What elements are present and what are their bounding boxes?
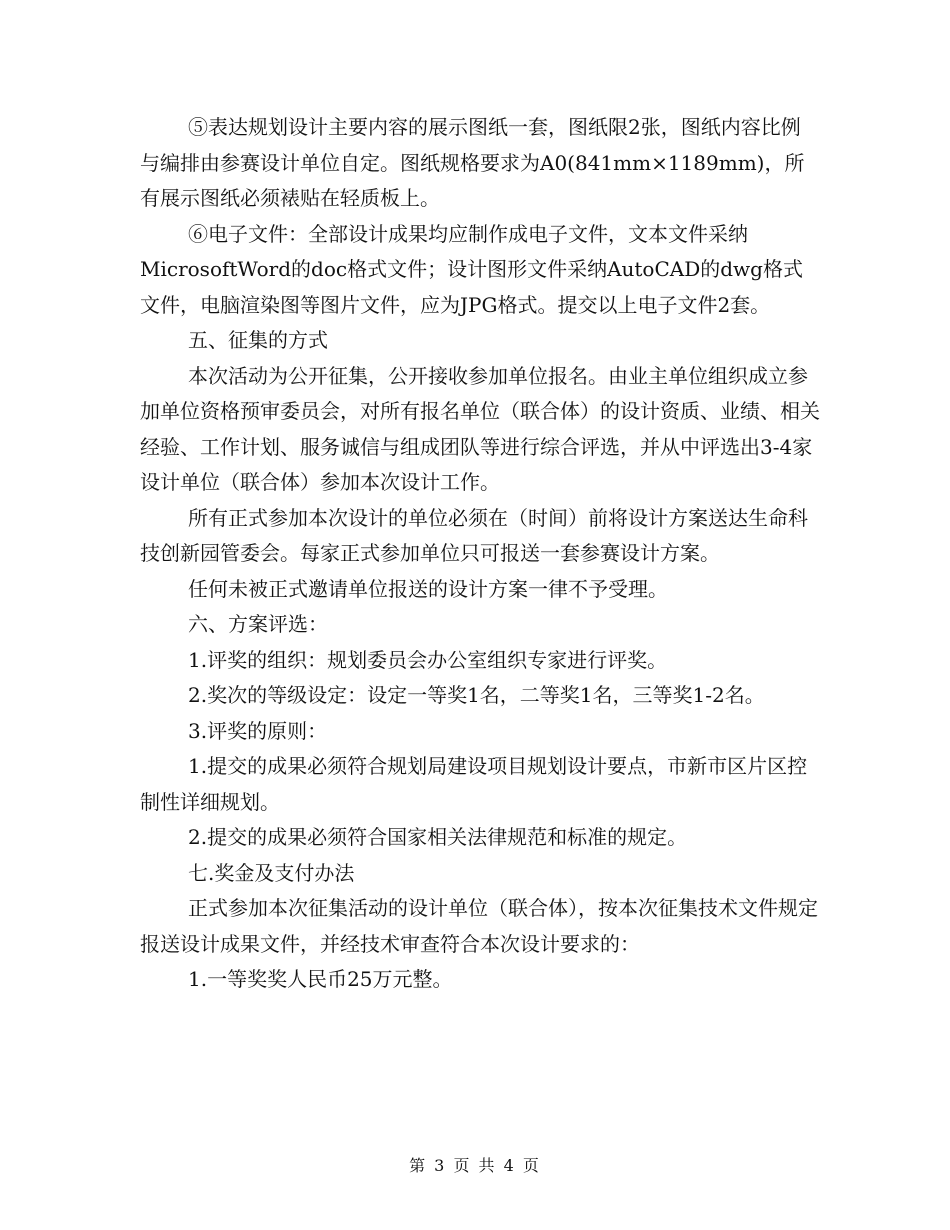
list-item-award-levels: 2.奖次的等级设定：设定一等奖1名，二等奖1名，三等奖1-2名。 xyxy=(188,683,765,707)
paragraph-prize-eligibility: 正式参加本次征集活动的设计单位（联合体），按本次征集技术文件规定报送设计成果文件，并经技术审查符合本次设计要求的： xyxy=(140,896,818,956)
paragraph-submission-deadline: 所有正式参加本次设计的单位必须在（时间）前将设计方案送达生命科技创新园管委会。每家正式参加单位只可报送一套参赛设计方案。 xyxy=(140,505,808,565)
list-item-award-organization: 1.评奖的组织：规划委员会办公室组织专家进行评奖。 xyxy=(188,647,668,672)
list-item-first-prize: 1.一等奖奖人民币25万元整。 xyxy=(188,967,453,991)
list-item-award-principles: 3.评奖的原则： xyxy=(188,718,328,743)
paragraph-uninvited-rejection: 任何未被正式邀请单位报送的设计方案一律不予受理。 xyxy=(188,576,668,601)
document-body xyxy=(140,110,820,998)
paragraph-drawing-requirements: ⑤表达规划设计主要内容的展示图纸一套，图纸限2张，图纸内容比例与编排由参赛设计单位自定。图纸规格要求为A0(841mm×1189mm)，所有展示图纸必须裱贴在轻质板上。 xyxy=(140,115,805,210)
list-item-principle-regulations: 2.提交的成果必须符合国家相关法律规范和标准的规定。 xyxy=(188,825,688,849)
list-item-principle-planning: 1.提交的成果必须符合规划局建设项目规划设计要点，市新市区片区控制性详细规划。 xyxy=(140,754,808,814)
section-heading-evaluation: 六、方案评选： xyxy=(188,612,328,636)
section-heading-collection-method: 五、征集的方式 xyxy=(188,328,328,352)
page-footer: 第 3 页 共 4 页 xyxy=(409,1156,541,1175)
paragraph-electronic-files: ⑥电子文件：全部设计成果均应制作成电子文件，文本文件采纳MicrosoftWord的doc格式文件；设计图形文件采纳AutoCAD的dwg格式文件，电脑渲染图等图片文件，应为JPG格式。提交以上电子文件2套。 xyxy=(140,221,803,317)
paragraph-public-collection: 本次活动为公开征集，公开接收参加单位报名。由业主单位组织成立参加单位资格预审委员会，对所有报名单位（联合体）的设计资质、业绩、相关经验、工作计划、服务诚信与组成团队等进行综合评选，并从中评选出3-4家设计单位（联合体）参加本次设计工作。 xyxy=(140,363,820,494)
section-heading-prize-payment: 七.奖金及支付办法 xyxy=(188,860,355,885)
